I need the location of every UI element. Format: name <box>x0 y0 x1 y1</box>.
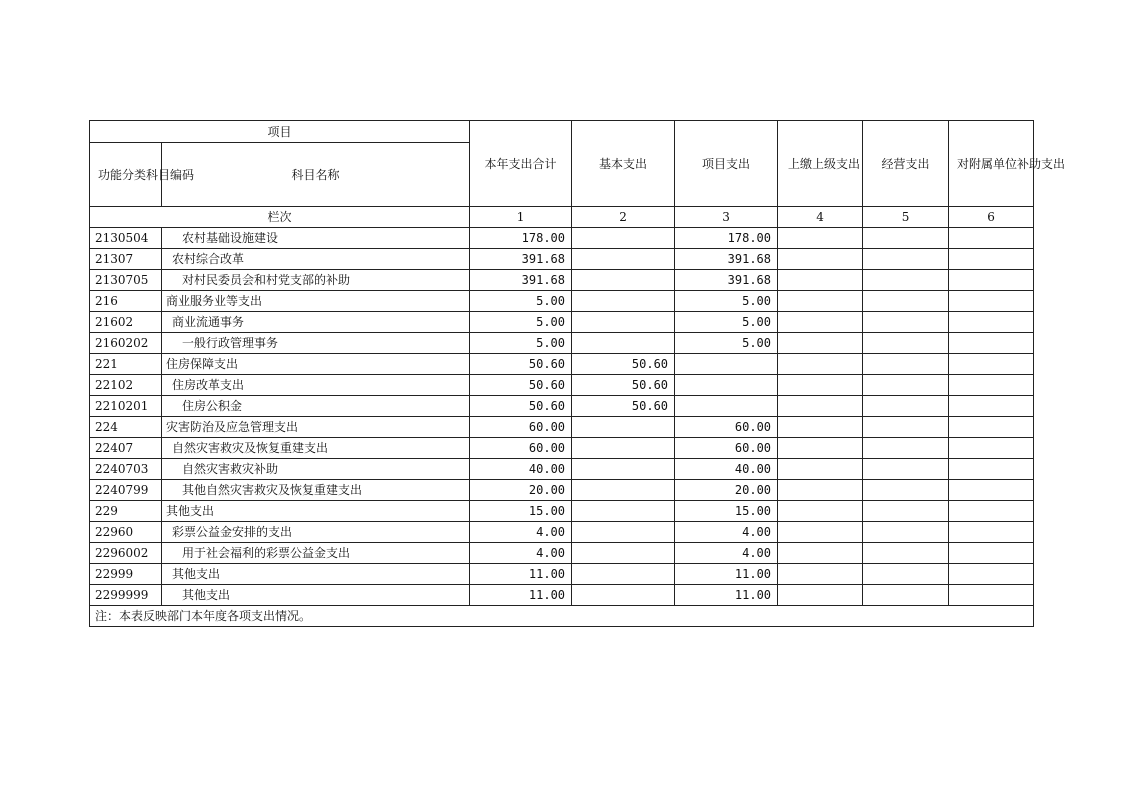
upper-cell <box>778 375 863 396</box>
subject-name-cell: 住房保障支出 <box>162 354 470 375</box>
subsidy-cell <box>949 375 1034 396</box>
code-cell: 21307 <box>90 249 162 270</box>
total-cell: 11.00 <box>470 585 572 606</box>
table-row <box>90 585 1034 606</box>
table-row <box>90 417 1034 438</box>
col-num-2: 2 <box>572 207 675 228</box>
table-row <box>90 459 1034 480</box>
header-business: 经营支出 <box>863 121 949 207</box>
project-cell: 60.00 <box>675 417 778 438</box>
table-row <box>90 291 1034 312</box>
upper-cell <box>778 354 863 375</box>
subsidy-cell <box>949 312 1034 333</box>
upper-cell <box>778 396 863 417</box>
basic-cell: 50.60 <box>572 354 675 375</box>
project-cell: 178.00 <box>675 228 778 249</box>
business-cell <box>863 354 949 375</box>
project-cell <box>675 396 778 417</box>
subsidy-cell <box>949 564 1034 585</box>
subsidy-cell <box>949 396 1034 417</box>
total-cell: 4.00 <box>470 522 572 543</box>
upper-cell <box>778 417 863 438</box>
subsidy-cell <box>949 417 1034 438</box>
table-row <box>90 438 1034 459</box>
code-cell: 2130705 <box>90 270 162 291</box>
business-cell <box>863 480 949 501</box>
table-row <box>90 375 1034 396</box>
project-cell <box>675 354 778 375</box>
basic-cell <box>572 417 675 438</box>
subject-name-cell: 其他支出 <box>162 501 470 522</box>
header-func-code: 功能分类科目编码 <box>90 143 162 207</box>
total-cell: 5.00 <box>470 291 572 312</box>
code-cell: 22102 <box>90 375 162 396</box>
total-cell: 60.00 <box>470 438 572 459</box>
code-cell: 2299999 <box>90 585 162 606</box>
business-cell <box>863 249 949 270</box>
project-cell: 4.00 <box>675 522 778 543</box>
business-cell <box>863 543 949 564</box>
project-cell: 5.00 <box>675 291 778 312</box>
code-cell: 2240703 <box>90 459 162 480</box>
total-cell: 391.68 <box>470 249 572 270</box>
upper-cell <box>778 543 863 564</box>
business-cell <box>863 417 949 438</box>
upper-cell <box>778 333 863 354</box>
business-cell <box>863 396 949 417</box>
upper-cell <box>778 249 863 270</box>
business-cell <box>863 375 949 396</box>
total-cell: 15.00 <box>470 501 572 522</box>
project-cell: 391.68 <box>675 249 778 270</box>
basic-cell <box>572 585 675 606</box>
subject-name-cell: 灾害防治及应急管理支出 <box>162 417 470 438</box>
subject-name-cell: 一般行政管理事务 <box>162 333 470 354</box>
subject-name-cell: 彩票公益金安排的支出 <box>162 522 470 543</box>
header-subsidy: 对附属单位补助支出 <box>949 121 1034 207</box>
project-cell: 4.00 <box>675 543 778 564</box>
upper-cell <box>778 501 863 522</box>
upper-cell <box>778 312 863 333</box>
subject-name-cell: 其他支出 <box>162 564 470 585</box>
business-cell <box>863 270 949 291</box>
basic-cell <box>572 564 675 585</box>
project-cell: 40.00 <box>675 459 778 480</box>
basic-cell <box>572 501 675 522</box>
project-cell: 5.00 <box>675 312 778 333</box>
project-cell: 20.00 <box>675 480 778 501</box>
subsidy-cell <box>949 438 1034 459</box>
code-cell: 2210201 <box>90 396 162 417</box>
basic-cell <box>572 333 675 354</box>
subsidy-cell <box>949 291 1034 312</box>
basic-cell <box>572 312 675 333</box>
header-lanci: 栏次 <box>90 207 470 228</box>
table-row <box>90 480 1034 501</box>
basic-cell: 50.60 <box>572 396 675 417</box>
code-cell: 216 <box>90 291 162 312</box>
total-cell: 50.60 <box>470 354 572 375</box>
subject-name-cell: 商业服务业等支出 <box>162 291 470 312</box>
code-cell: 22999 <box>90 564 162 585</box>
basic-cell <box>572 480 675 501</box>
table-row <box>90 543 1034 564</box>
basic-cell <box>572 270 675 291</box>
business-cell <box>863 333 949 354</box>
table-row <box>90 354 1034 375</box>
expenditure-table <box>89 120 1066 627</box>
upper-cell <box>778 522 863 543</box>
subject-name-cell: 对村民委员会和村党支部的补助 <box>162 270 470 291</box>
subsidy-cell <box>949 249 1034 270</box>
project-cell: 15.00 <box>675 501 778 522</box>
business-cell <box>863 459 949 480</box>
project-cell: 60.00 <box>675 438 778 459</box>
subject-name-cell: 农村综合改革 <box>162 249 470 270</box>
total-cell: 5.00 <box>470 312 572 333</box>
col-num-4: 4 <box>778 207 863 228</box>
header-project: 项目支出 <box>675 121 778 207</box>
upper-cell <box>778 480 863 501</box>
code-cell: 22407 <box>90 438 162 459</box>
total-cell: 178.00 <box>470 228 572 249</box>
table-row <box>90 228 1034 249</box>
subsidy-cell <box>949 228 1034 249</box>
table-row <box>90 333 1034 354</box>
subject-name-cell: 自然灾害救灾及恢复重建支出 <box>162 438 470 459</box>
subsidy-cell <box>949 543 1034 564</box>
project-cell: 11.00 <box>675 585 778 606</box>
subject-name-cell: 商业流通事务 <box>162 312 470 333</box>
header-upper: 上缴上级支出 <box>778 121 863 207</box>
business-cell <box>863 564 949 585</box>
subsidy-cell <box>949 585 1034 606</box>
total-cell: 5.00 <box>470 333 572 354</box>
subject-name-cell: 农村基础设施建设 <box>162 228 470 249</box>
subject-name-cell: 自然灾害救灾补助 <box>162 459 470 480</box>
col-num-6: 6 <box>949 207 1034 228</box>
business-cell <box>863 501 949 522</box>
code-cell: 2130504 <box>90 228 162 249</box>
business-cell <box>863 522 949 543</box>
header-subject-name: 科目名称 <box>162 143 470 207</box>
subsidy-cell <box>949 522 1034 543</box>
subject-name-cell: 住房改革支出 <box>162 375 470 396</box>
subject-name-cell: 用于社会福利的彩票公益金支出 <box>162 543 470 564</box>
business-cell <box>863 228 949 249</box>
code-cell: 229 <box>90 501 162 522</box>
subsidy-cell <box>949 501 1034 522</box>
subsidy-cell <box>949 459 1034 480</box>
upper-cell <box>778 459 863 480</box>
project-cell: 391.68 <box>675 270 778 291</box>
code-cell: 2240799 <box>90 480 162 501</box>
total-cell: 391.68 <box>470 270 572 291</box>
total-cell: 60.00 <box>470 417 572 438</box>
col-num-3: 3 <box>675 207 778 228</box>
code-cell: 22960 <box>90 522 162 543</box>
header-total: 本年支出合计 <box>470 121 572 207</box>
code-cell: 2160202 <box>90 333 162 354</box>
project-cell: 5.00 <box>675 333 778 354</box>
subject-name-cell: 其他支出 <box>162 585 470 606</box>
code-cell: 224 <box>90 417 162 438</box>
upper-cell <box>778 270 863 291</box>
table-row <box>90 270 1034 291</box>
total-cell: 40.00 <box>470 459 572 480</box>
basic-cell <box>572 291 675 312</box>
header-xiangmu: 项目 <box>90 121 470 143</box>
header-basic: 基本支出 <box>572 121 675 207</box>
basic-cell <box>572 249 675 270</box>
subsidy-cell <box>949 333 1034 354</box>
project-cell <box>675 375 778 396</box>
project-cell: 11.00 <box>675 564 778 585</box>
total-cell: 50.60 <box>470 396 572 417</box>
table-row <box>90 501 1034 522</box>
upper-cell <box>778 228 863 249</box>
basic-cell <box>572 543 675 564</box>
table-note: 注：本表反映部门本年度各项支出情况。 <box>90 606 1034 627</box>
col-num-1: 1 <box>470 207 572 228</box>
subsidy-cell <box>949 354 1034 375</box>
total-cell: 20.00 <box>470 480 572 501</box>
upper-cell <box>778 438 863 459</box>
subsidy-cell <box>949 480 1034 501</box>
table-row <box>90 396 1034 417</box>
code-cell: 221 <box>90 354 162 375</box>
basic-cell <box>572 459 675 480</box>
total-cell: 11.00 <box>470 564 572 585</box>
subsidy-cell <box>949 270 1034 291</box>
subject-name-cell: 住房公积金 <box>162 396 470 417</box>
table-row <box>90 249 1034 270</box>
subject-name-cell: 其他自然灾害救灾及恢复重建支出 <box>162 480 470 501</box>
business-cell <box>863 585 949 606</box>
business-cell <box>863 291 949 312</box>
basic-cell: 50.60 <box>572 375 675 396</box>
total-cell: 50.60 <box>470 375 572 396</box>
business-cell <box>863 438 949 459</box>
basic-cell <box>572 522 675 543</box>
code-cell: 2296002 <box>90 543 162 564</box>
basic-cell <box>572 438 675 459</box>
upper-cell <box>778 564 863 585</box>
col-num-5: 5 <box>863 207 949 228</box>
code-cell: 21602 <box>90 312 162 333</box>
basic-cell <box>572 228 675 249</box>
table-row <box>90 564 1034 585</box>
table-row <box>90 312 1034 333</box>
table-row <box>90 522 1034 543</box>
total-cell: 4.00 <box>470 543 572 564</box>
business-cell <box>863 312 949 333</box>
upper-cell <box>778 585 863 606</box>
upper-cell <box>778 291 863 312</box>
